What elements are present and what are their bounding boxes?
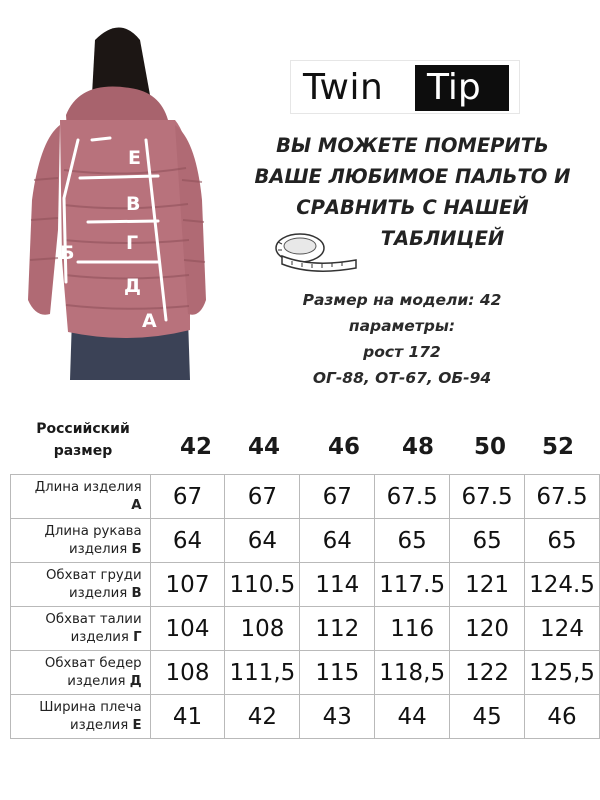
size-header-44: 44	[247, 434, 280, 460]
row-label	[11, 519, 151, 563]
size-header-46: 46	[327, 434, 360, 460]
model-height-line: рост 172	[363, 343, 441, 361]
brand-logo	[290, 60, 520, 114]
headline-line-1: ВЫ МОЖЕТЕ ПОМЕРИТЬ	[276, 134, 549, 157]
row-label-line-1: Обхват бедер	[44, 655, 142, 671]
table-cell: 44	[375, 695, 450, 739]
table-cell: 112	[300, 607, 375, 651]
measure-label-b: Б	[60, 242, 75, 264]
row-label	[11, 651, 151, 695]
table-cell: 67.5	[525, 475, 600, 519]
table-cell: 116	[375, 607, 450, 651]
row-label-line-1: Длина изделия	[34, 479, 142, 495]
row-letter: Б	[131, 541, 142, 557]
row-letter: Г	[133, 629, 142, 645]
table-cell: 41	[150, 695, 225, 739]
table-row	[11, 695, 600, 739]
table-cell: 111,5	[225, 651, 300, 695]
row-label-line-1: Обхват талии	[45, 611, 142, 627]
size-header-52: 52	[541, 434, 574, 460]
headline-line-2: ВАШЕ ЛЮБИМОЕ ПАЛЬТО И	[254, 165, 571, 188]
table-cell: 67	[225, 475, 300, 519]
russian-size-label	[28, 418, 138, 462]
table-cell: 114	[300, 563, 375, 607]
model-photo	[0, 0, 270, 400]
row-label-line-2: изделия	[68, 541, 128, 557]
headline-line-3: СРАВНИТЬ С НАШЕЙ	[296, 196, 529, 219]
table-cell: 45	[450, 695, 525, 739]
row-label	[11, 607, 151, 651]
row-label-line-2: изделия	[70, 717, 129, 733]
table-row	[11, 607, 600, 651]
row-label-line-2: изделия	[67, 673, 126, 689]
table-cell: 110.5	[225, 563, 300, 607]
measure-label-e: Е	[128, 147, 141, 169]
table-row	[11, 651, 600, 695]
model-info	[282, 287, 522, 391]
table-cell: 108	[225, 607, 300, 651]
measure-label-g: Г	[126, 232, 139, 254]
table-cell: 42	[225, 695, 300, 739]
row-letter: Е	[132, 717, 142, 733]
model-measures-line: ОГ-88, ОТ-67, ОБ-94	[312, 369, 492, 387]
table-cell: 65	[525, 519, 600, 563]
table-row	[11, 563, 600, 607]
size-table	[10, 474, 600, 739]
table-cell: 67	[150, 475, 225, 519]
russian-size-label-line-1: Российский	[36, 421, 130, 437]
table-cell: 65	[450, 519, 525, 563]
table-cell: 125,5	[525, 651, 600, 695]
row-label-line-1: Ширина плеча	[39, 699, 142, 715]
table-cell: 115	[300, 651, 375, 695]
table-cell: 124.5	[525, 563, 600, 607]
table-cell: 64	[150, 519, 225, 563]
row-letter: А	[131, 497, 142, 513]
brand-word-1: Twin	[303, 67, 384, 108]
row-label	[11, 695, 151, 739]
row-label-line-1: Длина рукава	[44, 523, 142, 539]
table-cell: 46	[525, 695, 600, 739]
table-cell: 67.5	[375, 475, 450, 519]
measure-label-a: А	[142, 310, 157, 332]
row-label-line-1: Обхват груди	[45, 567, 142, 583]
table-cell: 43	[300, 695, 375, 739]
table-row	[11, 519, 600, 563]
table-cell: 107	[150, 563, 225, 607]
table-cell: 120	[450, 607, 525, 651]
table-cell: 124	[525, 607, 600, 651]
size-header-42: 42	[179, 434, 212, 460]
brand-word-2: Tip	[427, 67, 481, 108]
headline-line-4: ТАБЛИЦЕЙ	[380, 227, 505, 250]
table-cell: 118,5	[375, 651, 450, 695]
model-params-line: параметры:	[348, 317, 456, 335]
table-cell: 64	[225, 519, 300, 563]
table-cell: 67.5	[450, 475, 525, 519]
row-label	[11, 475, 151, 519]
table-row	[11, 475, 600, 519]
row-label-line-2: изделия	[70, 629, 129, 645]
model-size-line: Размер на модели: 42	[302, 291, 502, 309]
table-cell: 104	[150, 607, 225, 651]
table-cell: 121	[450, 563, 525, 607]
table-cell: 108	[150, 651, 225, 695]
table-cell: 64	[300, 519, 375, 563]
table-cell: 122	[450, 651, 525, 695]
table-cell: 67	[300, 475, 375, 519]
row-letter: Д	[129, 673, 142, 689]
row-label-line-2: изделия	[68, 585, 128, 601]
table-cell: 65	[375, 519, 450, 563]
brand-dark-box	[415, 65, 509, 111]
size-header-50: 50	[473, 434, 506, 460]
russian-size-label-line-2: размер	[53, 443, 113, 459]
row-label	[11, 563, 151, 607]
row-letter: В	[131, 585, 142, 601]
measure-label-v: В	[126, 193, 141, 215]
measure-label-d: Д	[124, 275, 141, 297]
measuring-tape-icon	[272, 228, 360, 274]
size-header-48: 48	[401, 434, 434, 460]
table-cell: 117.5	[375, 563, 450, 607]
